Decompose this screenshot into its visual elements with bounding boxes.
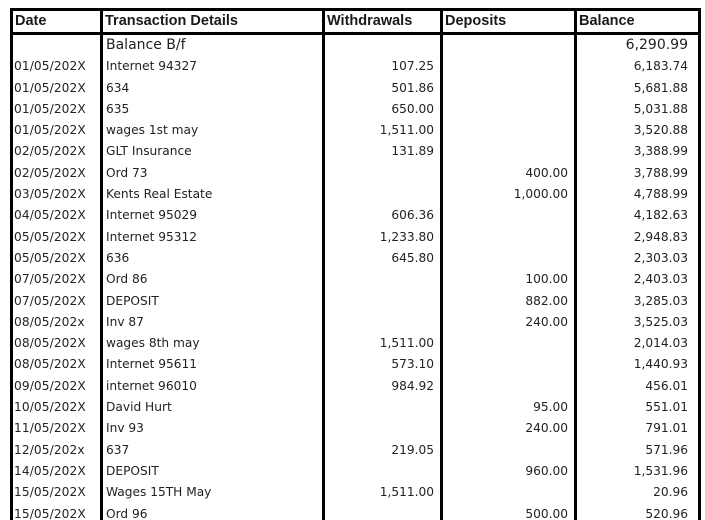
cell-withdrawals (324, 418, 442, 439)
cell-date: 15/05/202X (12, 482, 102, 503)
cell-withdrawals (324, 504, 442, 520)
cell-transaction-details: Ord 73 (102, 163, 324, 184)
cell-date: 02/05/202X (12, 163, 102, 184)
header-balance: Balance (576, 10, 700, 34)
cell-deposits (442, 120, 576, 141)
cell-date: 04/05/202X (12, 205, 102, 226)
cell-balance: 3,520.88 (633, 123, 688, 138)
table-row (12, 354, 700, 375)
cell-date: 08/05/202X (12, 354, 102, 375)
cell-transaction-details: Inv 87 (102, 312, 324, 333)
cell-deposits: 1,000.00 (442, 184, 576, 205)
cell-withdrawals (324, 461, 442, 482)
cell-deposits: 95.00 (442, 397, 576, 418)
table-row (12, 184, 700, 205)
cell-date: 09/05/202X (12, 376, 102, 397)
cell-withdrawals: 501.86 (324, 78, 442, 99)
table-row (12, 227, 700, 248)
cell-balance: 1,531.96 (633, 463, 688, 478)
cell-transaction-details: Internet 95029 (102, 205, 324, 226)
cell-withdrawals (324, 163, 442, 184)
cell-withdrawals: 1,511.00 (324, 333, 442, 354)
table-row (12, 333, 700, 354)
table-row (12, 56, 700, 77)
header-date: Date (12, 10, 102, 34)
cell-date: 07/05/202X (12, 291, 102, 312)
cell-date: 11/05/202X (12, 418, 102, 439)
cell-deposits: 960.00 (442, 461, 576, 482)
table-row (12, 120, 700, 141)
table-row (12, 248, 700, 269)
cell-deposits (442, 354, 576, 375)
cell-deposits (442, 205, 576, 226)
cell-transaction-details: DEPOSIT (102, 461, 324, 482)
cell-withdrawals: 573.10 (324, 354, 442, 375)
cell-date: 02/05/202X (12, 141, 102, 162)
cell-deposits (442, 227, 576, 248)
cell-withdrawals: 984.92 (324, 376, 442, 397)
cell-balance: 2,403.03 (633, 272, 688, 287)
cell-transaction-details: Ord 96 (102, 504, 324, 520)
cell-deposits: 400.00 (442, 163, 576, 184)
cell-withdrawals: 219.05 (324, 440, 442, 461)
balance-brought-forward-row (12, 34, 700, 57)
cell-transaction-details: Balance B/f (102, 34, 324, 57)
cell-deposits (442, 78, 576, 99)
cell-balance: 3,788.99 (633, 165, 688, 180)
cell-balance: 520.96 (645, 506, 688, 520)
cell-transaction-details: Inv 93 (102, 418, 324, 439)
cell-deposits (442, 99, 576, 120)
cell-balance: 4,788.99 (633, 187, 688, 202)
cell-balance: 571.96 (645, 442, 688, 457)
cell-withdrawals: 606.36 (324, 205, 442, 226)
cell-withdrawals (324, 291, 442, 312)
cell-balance: 4,182.63 (633, 208, 688, 223)
cell-deposits: 100.00 (442, 269, 576, 290)
cell-withdrawals: 1,511.00 (324, 120, 442, 141)
cell-balance: 2,948.83 (633, 229, 688, 244)
cell-balance: 6,290.99 (625, 37, 688, 53)
cell-withdrawals (324, 184, 442, 205)
cell-date: 01/05/202X (12, 99, 102, 120)
cell-date: 14/05/202X (12, 461, 102, 482)
table-row (12, 291, 700, 312)
cell-deposits (442, 141, 576, 162)
cell-date: 08/05/202x (12, 312, 102, 333)
table-row (12, 269, 700, 290)
cell-date: 03/05/202X (12, 184, 102, 205)
cell-deposits (442, 440, 576, 461)
cell-balance: 20.96 (653, 485, 688, 500)
cell-withdrawals (324, 269, 442, 290)
cell-transaction-details: Internet 95611 (102, 354, 324, 375)
cell-deposits: 240.00 (442, 418, 576, 439)
cell-date (12, 34, 102, 57)
cell-date: 05/05/202X (12, 248, 102, 269)
cell-balance: 456.01 (645, 378, 688, 393)
cell-balance: 3,285.03 (633, 293, 688, 308)
header-deposits: Deposits (442, 10, 576, 34)
header-transaction-details: Transaction Details (102, 10, 324, 34)
table-row (12, 418, 700, 439)
bank-statement-table (10, 8, 701, 520)
cell-deposits (442, 248, 576, 269)
cell-transaction-details: David Hurt (102, 397, 324, 418)
cell-deposits (442, 34, 576, 57)
cell-transaction-details: Internet 95312 (102, 227, 324, 248)
table-row (12, 440, 700, 461)
header-row (12, 10, 700, 34)
cell-withdrawals: 650.00 (324, 99, 442, 120)
cell-date: 08/05/202X (12, 333, 102, 354)
cell-transaction-details: Internet 94327 (102, 56, 324, 77)
cell-transaction-details: 637 (102, 440, 324, 461)
table-body (12, 34, 700, 520)
table-row (12, 163, 700, 184)
cell-date: 01/05/202X (12, 56, 102, 77)
table-row (12, 141, 700, 162)
cell-balance: 6,183.74 (633, 59, 688, 74)
cell-withdrawals: 107.25 (324, 56, 442, 77)
cell-withdrawals (324, 397, 442, 418)
cell-transaction-details: GLT Insurance (102, 141, 324, 162)
cell-transaction-details: 636 (102, 248, 324, 269)
cell-balance: 551.01 (645, 400, 688, 415)
cell-balance: 3,388.99 (633, 144, 688, 159)
cell-date: 01/05/202X (12, 78, 102, 99)
cell-transaction-details: Wages 15TH May (102, 482, 324, 503)
header-withdrawals: Withdrawals (324, 10, 442, 34)
cell-transaction-details: Ord 86 (102, 269, 324, 290)
cell-date: 07/05/202X (12, 269, 102, 290)
cell-transaction-details: 635 (102, 99, 324, 120)
cell-deposits (442, 333, 576, 354)
cell-transaction-details: DEPOSIT (102, 291, 324, 312)
table-row (12, 482, 700, 503)
cell-balance: 1,440.93 (633, 357, 688, 372)
cell-withdrawals: 1,511.00 (324, 482, 442, 503)
cell-balance: 5,681.88 (633, 80, 688, 95)
cell-balance: 2,014.03 (633, 336, 688, 351)
cell-transaction-details: internet 96010 (102, 376, 324, 397)
cell-date: 10/05/202X (12, 397, 102, 418)
table-row (12, 397, 700, 418)
table-row (12, 312, 700, 333)
table-row (12, 78, 700, 99)
cell-deposits: 240.00 (442, 312, 576, 333)
cell-transaction-details: 634 (102, 78, 324, 99)
cell-withdrawals: 1,233.80 (324, 227, 442, 248)
cell-balance: 5,031.88 (633, 101, 688, 116)
cell-deposits: 882.00 (442, 291, 576, 312)
cell-deposits: 500.00 (442, 504, 576, 520)
cell-deposits (442, 482, 576, 503)
cell-balance: 3,525.03 (633, 314, 688, 329)
cell-transaction-details: wages 8th may (102, 333, 324, 354)
cell-withdrawals (324, 312, 442, 333)
cell-date: 12/05/202x (12, 440, 102, 461)
cell-balance: 2,303.03 (633, 250, 688, 265)
cell-date: 05/05/202X (12, 227, 102, 248)
cell-withdrawals (324, 34, 442, 57)
cell-withdrawals: 131.89 (324, 141, 442, 162)
cell-deposits (442, 56, 576, 77)
cell-date: 01/05/202X (12, 120, 102, 141)
cell-withdrawals: 645.80 (324, 248, 442, 269)
table-row (12, 376, 700, 397)
cell-balance: 791.01 (645, 421, 688, 436)
cell-transaction-details: wages 1st may (102, 120, 324, 141)
cell-date: 15/05/202X (12, 504, 102, 520)
table-row (12, 205, 700, 226)
cell-deposits (442, 376, 576, 397)
table-row (12, 504, 700, 520)
table-row (12, 461, 700, 482)
table-row (12, 99, 700, 120)
cell-transaction-details: Kents Real Estate (102, 184, 324, 205)
